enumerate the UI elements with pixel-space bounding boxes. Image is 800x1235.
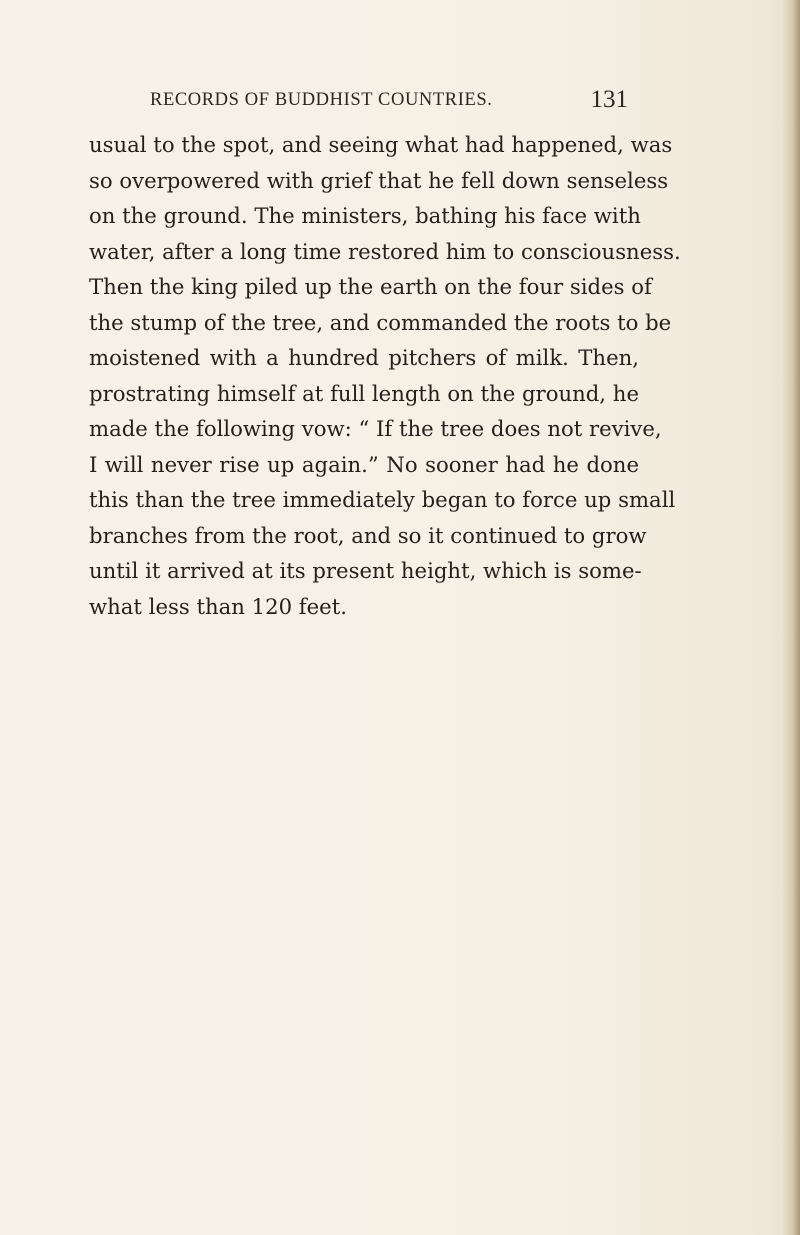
- text-line: water, after a long time restored him to consciousness.: [89, 238, 681, 264]
- text-line: until it arrived at its present height, which is some-: [89, 558, 642, 583]
- text-line: the stump of the tree, and commanded the roots to be: [89, 309, 672, 335]
- text-line: on the ground. The ministers, bathing his face with: [89, 203, 641, 228]
- body-text: [89, 127, 681, 624]
- page-edge-shadow: [782, 0, 800, 1235]
- running-title: RECORDS OF BUDDHIST COUNTRIES.: [150, 90, 493, 110]
- text-line: branches from the root, and so it continued to grow: [89, 522, 647, 548]
- text-line: moistened with a hundred pitchers of milk. Then,: [89, 345, 639, 370]
- running-head: [150, 86, 628, 114]
- text-line: Then the king piled up the earth on the four sides of: [89, 274, 652, 299]
- text-line: made the following vow: “ If the tree does not revive,: [89, 416, 662, 441]
- text-line-last: what less than 120 feet.: [89, 593, 347, 619]
- text-line: usual to the spot, and seeing what had happened, was: [89, 132, 673, 157]
- text-line: so overpowered with grief that he fell down senseless: [89, 167, 669, 193]
- text-line: prostrating himself at full length on the ground, he: [89, 380, 639, 406]
- page-number: 131: [590, 86, 628, 113]
- text-line: I will never rise up again.” No sooner had he done: [89, 451, 639, 477]
- text-line: this than the tree immediately began to force up small: [89, 487, 676, 512]
